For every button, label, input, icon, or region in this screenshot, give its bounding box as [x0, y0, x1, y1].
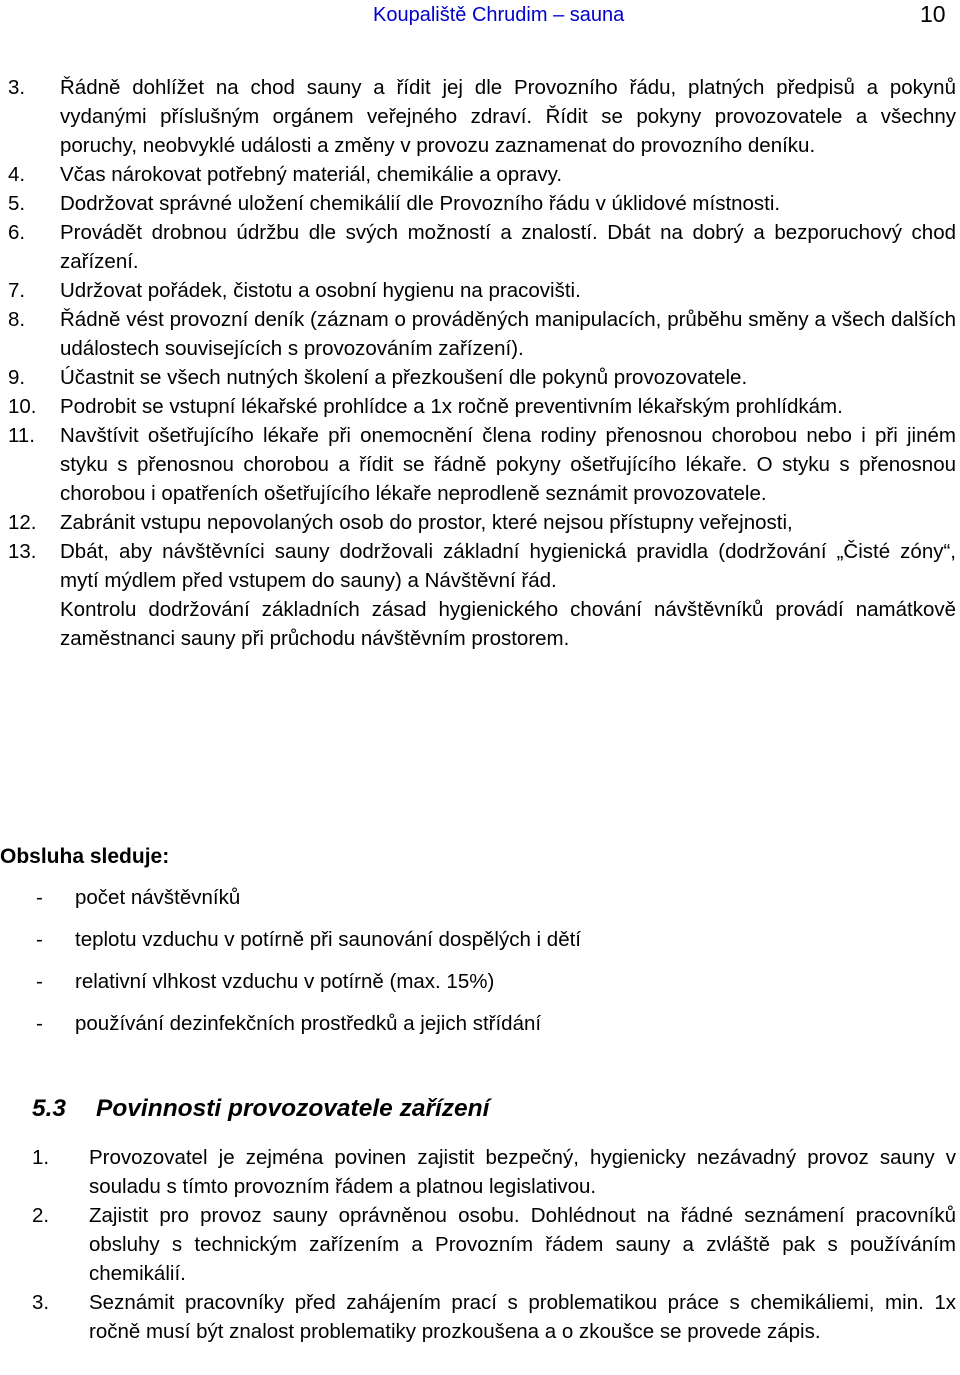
dash-bullet: - [36, 886, 43, 909]
section-number: 5.3 [32, 1095, 67, 1122]
section-heading [32, 1093, 489, 1125]
list-item [8, 305, 956, 363]
item-text: Dodržovat správné uložení chemikálií dle Provozního řádu v úklidové místnosti. [60, 192, 781, 215]
item-text: Zabránit vstupu nepovolaných osob do prostor, které nejsou přístupny veřejnosti, [60, 511, 793, 534]
item-text: Podrobit se vstupní lékařské prohlídce a 1x ročně preventivním lékařským prohlídkám. [60, 395, 843, 418]
item-text: teplotu vzduchu v potírně při saunování dospělých i dětí [75, 928, 581, 951]
list-item [32, 1143, 956, 1201]
section-title: Povinnosti provozovatele zařízení [96, 1095, 490, 1122]
staff-duties-list [8, 73, 956, 653]
item-text: Navštívit ošetřujícího lékaře při onemocnění člena rodiny přenosnou chorobou nebo i při jiném styku s přenosnou chorobou a řídit se řádně pokyny ošetřujícího lékaře. O styku s přenosnou chorobou i opatřeních ošetřujícího lékaře neprodleně seznámit provozovatele. [60, 424, 956, 505]
item-text: relativní vlhkost vzduchu v potírně (max. 15%) [75, 970, 495, 993]
document-title: Koupaliště Chrudim – sauna [373, 4, 625, 26]
item-number: 13. [8, 540, 37, 563]
list-item [36, 925, 936, 967]
list-item [36, 1009, 936, 1051]
page-header [0, 0, 960, 32]
item-text: Provozovatel je zejména povinen zajistit bezpečný, hygienicky nezávadný provoz sauny v souladu s tímto provozním řádem a platnou legislativou. [89, 1146, 956, 1198]
list-item [32, 1288, 956, 1346]
control-note: Kontrolu dodržování základních zásad hygienického chování návštěvníků provádí namátkově zaměstnanci sauny při průchodu návštěvním prostorem. [60, 598, 956, 650]
obsluha-list [36, 883, 936, 1051]
list-item [8, 508, 956, 537]
item-text: Zajistit pro provoz sauny oprávněnou osobu. Dohlédnout na řádné seznámení pracovníků obsluhy s technickým zařízením a Provozním řádem sauny a zvláště pak s používáním chemikálií. [89, 1204, 956, 1285]
list-item [32, 1201, 956, 1288]
item-text: Včas nárokovat potřebný materiál, chemikálie a opravy. [60, 163, 563, 186]
list-item [8, 537, 956, 595]
obsluha-heading: Obsluha sleduje: [0, 845, 170, 868]
dash-bullet: - [36, 1012, 43, 1035]
item-text: Účastnit se všech nutných školení a přezkoušení dle pokynů provozovatele. [60, 366, 748, 389]
item-text: Dbát, aby návštěvníci sauny dodržovali základní hygienická pravidla (dodržování „Čisté zóny“, mytí mýdlem před vstupem do sauny) a Návštěvní řád. [60, 540, 956, 592]
operator-duties-list [32, 1143, 956, 1346]
list-item [8, 392, 956, 421]
list-item [8, 73, 956, 160]
item-text: používání dezinfekčních prostředků a jejich střídání [75, 1012, 542, 1035]
item-number: 11. [8, 424, 35, 447]
list-item [8, 218, 956, 276]
item-text: Provádět drobnou údržbu dle svých možností a znalostí. Dbát na dobrý a bezporuchový chod zařízení. [60, 221, 956, 273]
item-number: 7. [8, 279, 26, 302]
item-number: 1. [32, 1146, 50, 1169]
item-text: Udržovat pořádek, čistotu a osobní hygienu na pracovišti. [60, 279, 581, 302]
list-item [8, 189, 956, 218]
item-number: 8. [8, 308, 26, 331]
list-item [8, 160, 956, 189]
list-item [8, 276, 956, 305]
item-number: 6. [8, 221, 26, 244]
item-text: počet návštěvníků [75, 886, 241, 909]
item-number: 4. [8, 163, 26, 186]
list-item [8, 421, 956, 508]
dash-bullet: - [36, 928, 43, 951]
item-number: 9. [8, 366, 26, 389]
item-number: 12. [8, 511, 37, 534]
dash-bullet: - [36, 970, 43, 993]
item-number: 3. [8, 76, 26, 99]
item-number: 3. [32, 1291, 50, 1314]
item-text: Řádně dohlížet na chod sauny a řídit jej dle Provozního řádu, platných předpisů a pokynů vydanými příslušným orgánem veřejného zdraví. Řídit se pokyny provozovatele a všechny poruchy, neobvyklé události a změny v provozu zaznamenat do provozního deníku. [60, 76, 956, 157]
item-text: Seznámit pracovníky před zahájením prací s problematikou práce s chemikáliemi, min. 1x ročně musí být znalost problematiky prozkoušena a o zkoušce se provede zápis. [89, 1291, 956, 1343]
list-item [36, 967, 936, 1009]
item-number: 10. [8, 395, 37, 418]
item-text: Řádně vést provozní deník (záznam o prováděných manipulacích, průběhu směny a všech dalších událostech souvisejících s provozováním zařízení). [60, 308, 956, 360]
item-number: 2. [32, 1204, 50, 1227]
list-item [8, 363, 956, 392]
item-number: 5. [8, 192, 26, 215]
list-item [36, 883, 936, 925]
page-number: 10 [920, 1, 946, 27]
